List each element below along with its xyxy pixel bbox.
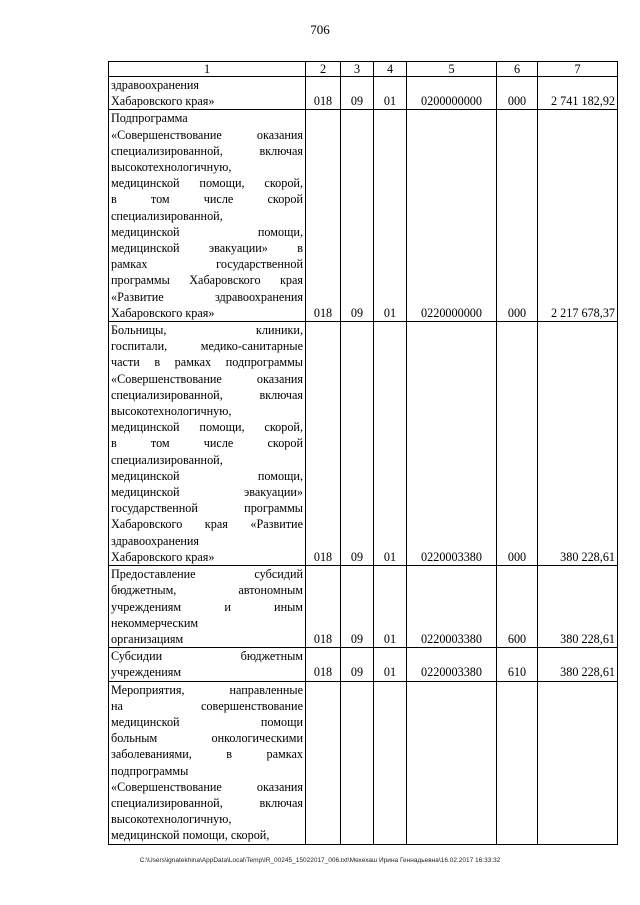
cell-subsection-code <box>374 681 407 844</box>
cell-target-article <box>407 681 497 844</box>
table-row <box>109 77 618 110</box>
description-line: «Совершенствование оказания <box>111 371 303 386</box>
cell-subsection-code: 01 <box>374 110 407 322</box>
description-line: здравоохранения <box>111 78 200 92</box>
cell-expense-type: 610 <box>497 648 538 681</box>
description-line: Мероприятия, направленные <box>111 682 303 697</box>
description-line: госпитали, медико-санитарные <box>111 339 303 354</box>
cell-ministry-code <box>306 681 341 844</box>
column-header: 2 <box>306 62 341 77</box>
description-line: здравоохранения <box>111 533 200 548</box>
description-line: «Совершенствование оказания <box>111 127 303 142</box>
cell-target-article: 0220003380 <box>407 322 497 566</box>
cell-section-code: 09 <box>341 322 374 566</box>
table-row <box>109 322 618 566</box>
cell-section-code: 09 <box>341 566 374 648</box>
description-line: медицинской помощи, <box>111 468 303 483</box>
description-line: медицинской эвакуации» <box>111 485 303 500</box>
budget-table <box>108 61 618 845</box>
description-line: специализированной, включая <box>111 387 303 402</box>
description-line: в том числе скорой <box>111 436 303 451</box>
column-header: 7 <box>538 62 618 77</box>
table-row <box>109 648 618 681</box>
table-row <box>109 566 618 648</box>
cell-target-article: 0220003380 <box>407 648 497 681</box>
description-line: части в рамках подпрограммы <box>111 355 303 370</box>
description-line: программы Хабаровского края <box>111 273 303 288</box>
description-line: государственной программы <box>111 501 303 516</box>
cell-ministry-code: 018 <box>306 322 341 566</box>
column-header: 1 <box>109 62 306 77</box>
row-description <box>109 681 306 844</box>
column-header: 5 <box>407 62 497 77</box>
row-description <box>109 648 306 681</box>
description-line: медицинской помощи, скорой, <box>111 828 270 843</box>
description-line: учреждениям <box>111 665 182 680</box>
header-row <box>109 62 618 77</box>
description-line: больным онкологическими <box>111 731 303 746</box>
cell-amount: 380 228,61 <box>538 566 618 648</box>
column-header: 4 <box>374 62 407 77</box>
description-line: Подпрограмма <box>111 111 188 126</box>
description-line: высокотехнологичную, <box>111 812 232 827</box>
cell-ministry-code: 018 <box>306 110 341 322</box>
description-line: в том числе скорой <box>111 192 303 207</box>
footer-file-path: C:\Users\ignatekhina\AppData\Local\Temp\IR_00245_15022017_006.txt\Мехехаш Ирина Геннадьевна\16.02.2017 16:33:32 <box>139 857 501 864</box>
table-row <box>109 110 618 322</box>
description-line: Предоставление субсидий <box>111 567 303 582</box>
description-line: подпрограммы <box>111 763 189 778</box>
description-line: бюджетным, автономным <box>111 583 303 598</box>
row-description <box>109 77 306 110</box>
cell-target-article: 0200000000 <box>407 77 497 110</box>
cell-amount: 2 741 182,92 <box>538 77 618 110</box>
description-line: заболеваниями, в рамках <box>111 747 303 762</box>
cell-expense-type <box>497 681 538 844</box>
description-line: медицинской помощи, скорой, <box>111 176 303 191</box>
description-line: Хабаровского края «Развитие <box>111 517 303 532</box>
cell-subsection-code: 01 <box>374 77 407 110</box>
row-description <box>109 322 306 566</box>
description-line: высокотехнологичную, <box>111 404 232 419</box>
cell-amount: 2 217 678,37 <box>538 110 618 322</box>
page-number: 706 <box>310 22 330 37</box>
cell-target-article: 0220000000 <box>407 110 497 322</box>
column-header: 3 <box>341 62 374 77</box>
cell-ministry-code: 018 <box>306 648 341 681</box>
description-line: специализированной, <box>111 452 223 467</box>
description-line: медицинской помощи <box>111 714 303 729</box>
cell-expense-type: 000 <box>497 77 538 110</box>
cell-expense-type: 000 <box>497 110 538 322</box>
table-row <box>109 681 618 844</box>
cell-amount: 380 228,61 <box>538 322 618 566</box>
description-line: специализированной, включая <box>111 795 303 810</box>
cell-ministry-code: 018 <box>306 77 341 110</box>
description-line: «Совершенствование оказания <box>111 779 303 794</box>
description-line: специализированной, включая <box>111 143 303 158</box>
row-description <box>109 566 306 648</box>
cell-subsection-code: 01 <box>374 566 407 648</box>
description-line: медицинской эвакуации» в <box>111 241 303 256</box>
cell-target-article: 0220003380 <box>407 566 497 648</box>
description-line: Хабаровского края» <box>111 549 215 564</box>
description-line: Хабаровского края» <box>111 305 215 320</box>
cell-amount <box>538 681 618 844</box>
row-description <box>109 110 306 322</box>
description-line: специализированной, <box>111 208 223 223</box>
cell-section-code <box>341 681 374 844</box>
description-line: Хабаровского края» <box>111 94 215 109</box>
cell-section-code: 09 <box>341 648 374 681</box>
cell-section-code: 09 <box>341 110 374 322</box>
description-line: медицинской помощи, <box>111 224 303 239</box>
description-line: рамках государственной <box>111 257 303 272</box>
description-line: Субсидии бюджетным <box>111 649 303 664</box>
description-line: высокотехнологичную, <box>111 160 232 175</box>
cell-expense-type: 000 <box>497 322 538 566</box>
description-line: медицинской помощи, скорой, <box>111 420 303 435</box>
cell-subsection-code: 01 <box>374 322 407 566</box>
cell-subsection-code: 01 <box>374 648 407 681</box>
description-line: некоммерческим <box>111 615 199 630</box>
description-line: «Развитие здравоохранения <box>111 289 303 304</box>
description-line: на совершенствование <box>111 698 303 713</box>
description-line: учреждениям и иным <box>111 599 303 614</box>
description-line: организациям <box>111 631 184 646</box>
description-line: Больницы, клиники, <box>111 323 303 338</box>
cell-expense-type: 600 <box>497 566 538 648</box>
cell-ministry-code: 018 <box>306 566 341 648</box>
column-header: 6 <box>497 62 538 77</box>
cell-amount: 380 228,61 <box>538 648 618 681</box>
cell-section-code: 09 <box>341 77 374 110</box>
